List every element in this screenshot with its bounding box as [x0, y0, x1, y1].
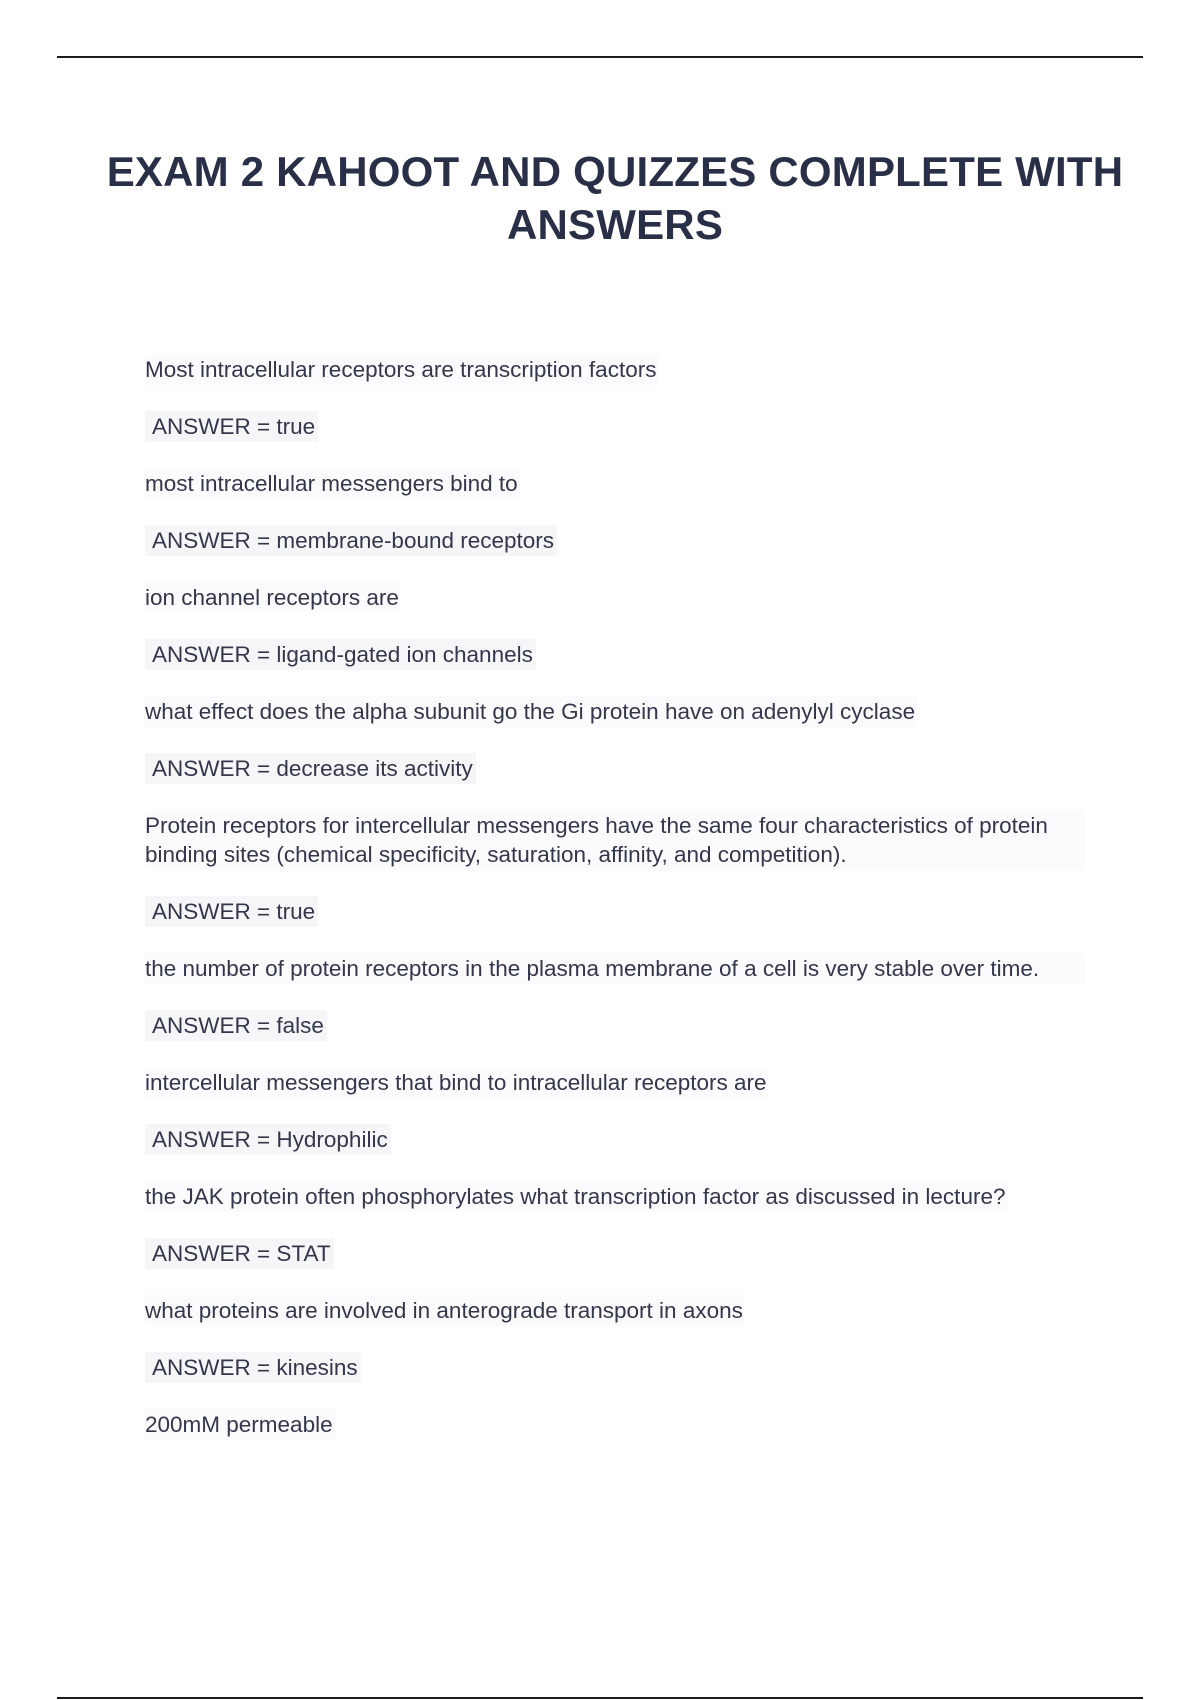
answer-text: ANSWER = ligand-gated ion channels [145, 639, 536, 670]
answer-text: ANSWER = Hydrophilic [145, 1124, 391, 1155]
qa-item [145, 953, 1085, 1041]
question-text: what effect does the alpha subunit go the Gi protein have on adenylyl cyclase [145, 696, 917, 727]
question-text: ion channel receptors are [145, 582, 401, 613]
header-rule [57, 56, 1143, 58]
question-text: intercellular messengers that bind to intracellular receptors are [145, 1067, 769, 1098]
answer-text: ANSWER = membrane-bound receptors [145, 525, 557, 556]
answer-text: ANSWER = decrease its activity [145, 753, 476, 784]
answer-text: ANSWER = true [145, 411, 318, 442]
question-text: Protein receptors for intercellular messengers have the same four characteristics of protein binding sites (chemical specificity, saturation, affinity, and competition). [145, 810, 1085, 870]
answer-text: ANSWER = false [145, 1010, 327, 1041]
answer-text: ANSWER = kinesins [145, 1352, 361, 1383]
qa-item [145, 1295, 1085, 1383]
qa-item [145, 582, 1085, 670]
document-title: EXAM 2 KAHOOT AND QUIZZES COMPLETE WITH ANSWERS [106, 148, 1124, 248]
question-text: the JAK protein often phosphorylates what transcription factor as discussed in lecture? [145, 1181, 1007, 1212]
question-text: most intracellular messengers bind to [145, 468, 520, 499]
answer-text: ANSWER = STAT [145, 1238, 334, 1269]
qa-item [145, 1409, 1085, 1466]
qa-item [145, 810, 1085, 927]
question-text: Most intracellular receptors are transcription factors [145, 354, 658, 385]
question-text: the number of protein receptors in the plasma membrane of a cell is very stable over time. [145, 953, 1085, 984]
footer-rule [57, 1697, 1143, 1699]
qa-item [145, 354, 1085, 442]
question-text: 200mM permeable [145, 1409, 335, 1440]
qa-item [145, 1067, 1085, 1155]
qa-item [145, 1181, 1085, 1269]
question-text: what proteins are involved in anterograde transport in axons [145, 1295, 745, 1326]
qa-list [145, 354, 1085, 1466]
qa-item [145, 468, 1085, 556]
qa-item [145, 696, 1085, 784]
answer-text: ANSWER = true [145, 896, 318, 927]
